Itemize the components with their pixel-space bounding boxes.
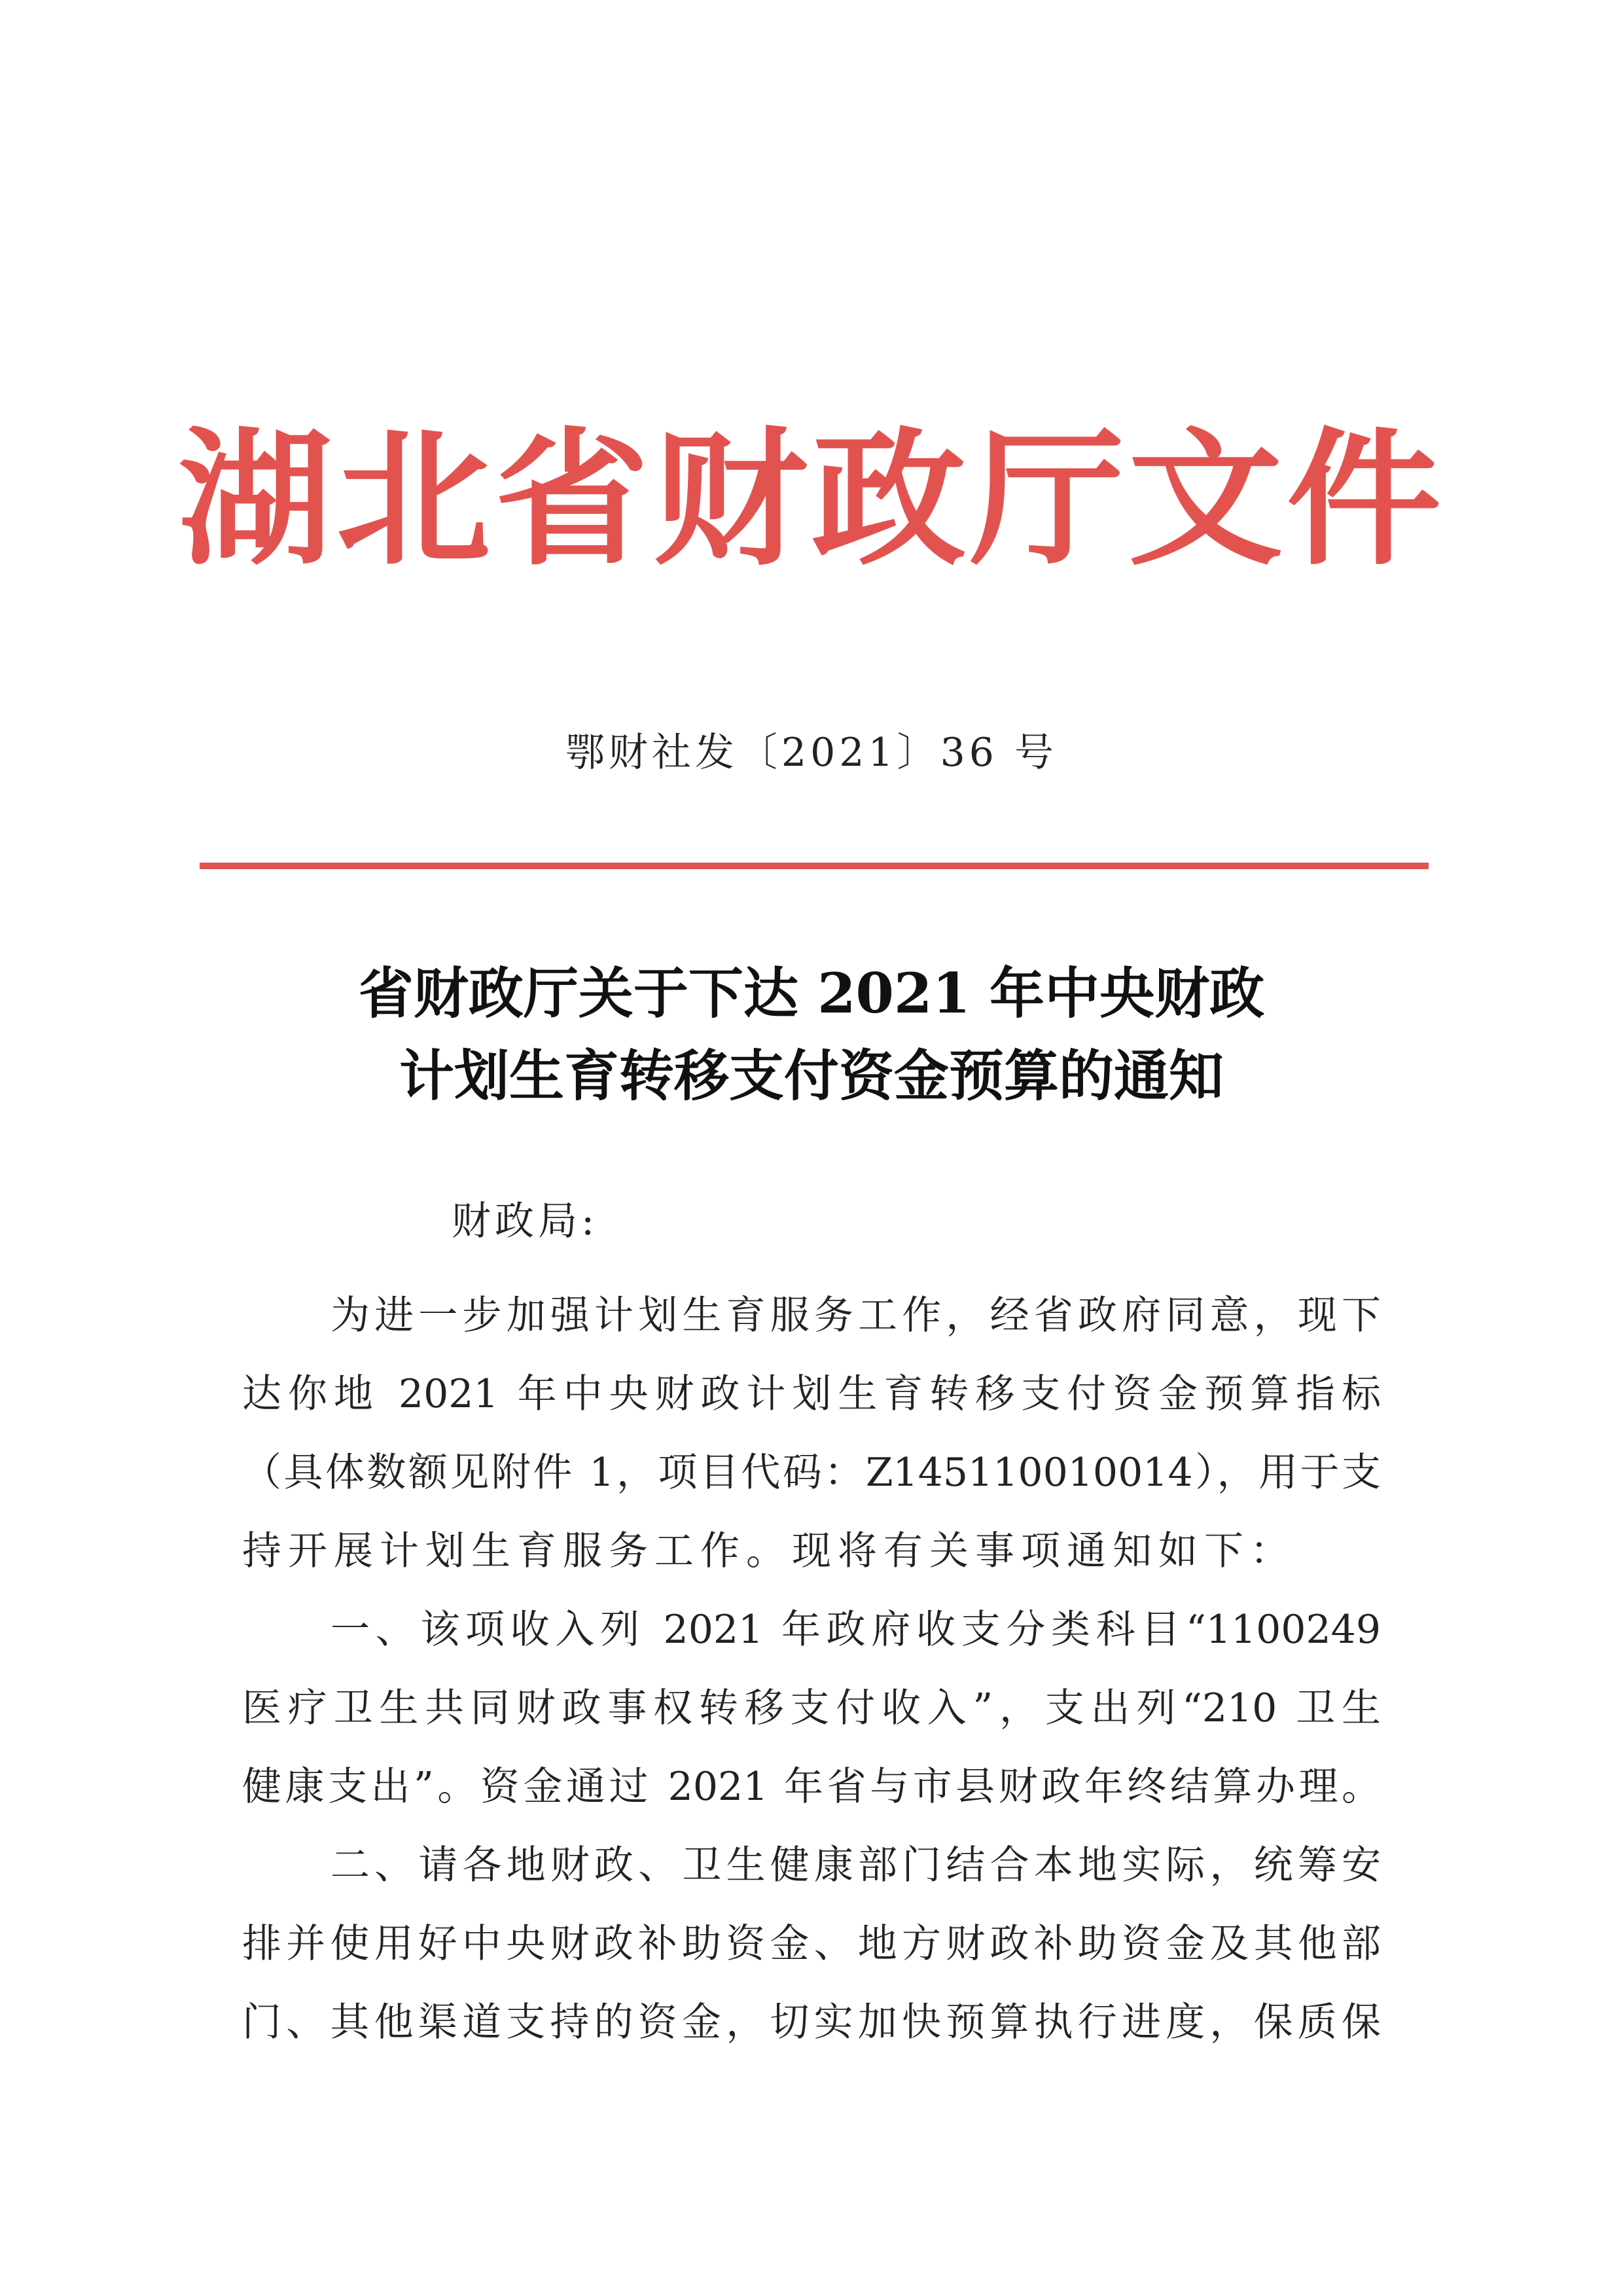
body-line-10: 门、其他渠道支持的资金，切实加快预算执行进度，保质保	[242, 2000, 1381, 2045]
body-line-8: 二、请各地财政、卫生健康部门结合本地实际，统筹安	[330, 1842, 1381, 1888]
masthead-title: 湖北省财政厅文件	[177, 412, 1445, 586]
body-line-1: 为进一步加强计划生育服务工作，经省政府同意，现下	[330, 1293, 1381, 1338]
document-number: 鄂财社发〔2021〕36 号	[565, 730, 1058, 776]
notice-title	[0, 952, 1623, 1117]
body-line-5: 一、该项收入列 2021 年政府收支分类科目“1100249	[330, 1607, 1381, 1653]
body-line-2: 达你地 2021 年中央财政计划生育转移支付资金预算指标	[242, 1371, 1381, 1417]
salutation: 财政局:	[452, 1198, 599, 1244]
body-line-7: 健康支出”。资金通过 2021 年省与市县财政年终结算办理。	[242, 1764, 1381, 1810]
body-line-6: 医疗卫生共同财政事权转移支付收入”，支出列“210 卫生	[242, 1685, 1381, 1731]
red-divider-rule	[200, 863, 1429, 869]
body-line-3: （具体数额见附件 1，项目代码：Z145110010014），用于支	[242, 1450, 1381, 1496]
notice-title-line-1: 省财政厅关于下达 2021 年中央财政	[358, 961, 1265, 1026]
body-line-4: 持开展计划生育服务工作。现将有关事项通知如下：	[242, 1528, 1296, 1574]
notice-title-line-2: 计划生育转移支付资金预算的通知	[399, 1043, 1224, 1108]
body-line-9: 排并使用好中央财政补助资金、地方财政补助资金及其他部	[242, 1921, 1381, 1967]
